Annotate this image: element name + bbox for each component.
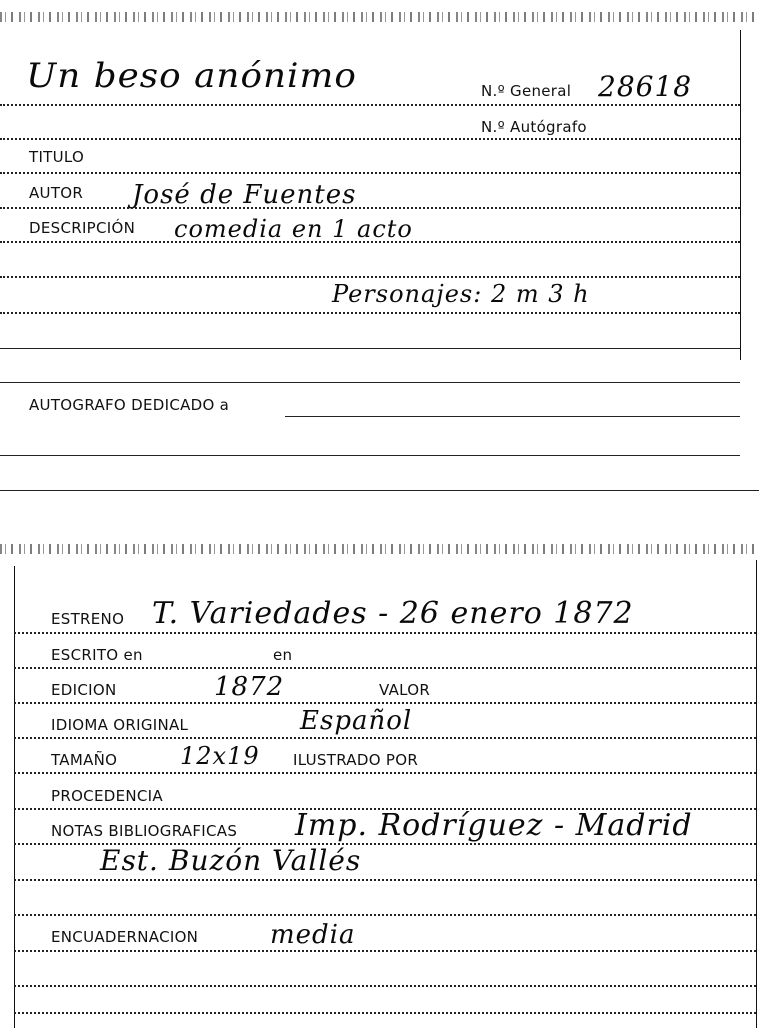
titulo-label: TITULO (29, 148, 85, 166)
encuadernacion-label: ENCUADERNACION (51, 928, 199, 946)
notas-label: NOTAS BIBLIOGRAFICAS (51, 822, 238, 840)
rule-line (14, 879, 756, 881)
dedicado-label: AUTOGRAFO DEDICADO a (29, 396, 230, 414)
general-number-value: 28618 (598, 70, 693, 103)
rule-line (0, 138, 740, 140)
rule-line (0, 455, 740, 456)
rule-line (14, 950, 756, 952)
rule-line (14, 772, 756, 774)
rule-line (14, 737, 756, 739)
torn-edge (0, 544, 759, 554)
general-number-label: N.º General (481, 82, 572, 100)
estreno-value: T. Variedades - 26 enero 1872 (152, 596, 634, 631)
rule-line (0, 241, 740, 243)
edicion-value: 1872 (214, 672, 285, 702)
card-border (740, 30, 741, 360)
estreno-label: ESTRENO (51, 610, 125, 628)
valor-label: VALOR (379, 681, 431, 699)
idioma-value: Español (300, 706, 413, 736)
catalog-card-top (0, 0, 759, 500)
personajes-value: Personajes: 2 m 3 h (332, 280, 590, 308)
rule-line (14, 702, 756, 704)
rule-line (14, 914, 756, 916)
rule-line (0, 276, 740, 278)
autor-value: José de Fuentes (132, 180, 357, 210)
autografo-number-label: N.º Autógrafo (481, 118, 587, 136)
descripcion-value: comedia en 1 acto (174, 215, 413, 243)
descripcion-label: DESCRIPCIÓN (29, 219, 136, 237)
rule-line (0, 104, 740, 106)
notas-value-line2: Est. Buzón Vallés (100, 844, 362, 877)
edicion-label: EDICION (51, 681, 117, 699)
idioma-label: IDIOMA ORIGINAL (51, 716, 189, 734)
torn-edge (0, 12, 759, 22)
card-bottom-edge (0, 490, 759, 491)
work-title-handwritten: Un beso anónimo (26, 56, 357, 96)
rule-line (285, 416, 740, 417)
rule-line (0, 348, 740, 349)
autor-label: AUTOR (29, 184, 84, 202)
card-border (14, 566, 15, 1028)
escrito-label: ESCRITO en (51, 646, 143, 664)
rule-line (0, 172, 740, 174)
rule-line (14, 667, 756, 669)
rule-line (14, 632, 756, 634)
rule-line (0, 382, 740, 383)
escrito-en-label: en (273, 646, 293, 664)
rule-line (14, 1012, 756, 1014)
rule-line (14, 843, 756, 845)
catalog-card-bottom (0, 538, 759, 1028)
rule-line (0, 312, 740, 314)
encuadernacion-value: media (270, 920, 356, 950)
procedencia-label: PROCEDENCIA (51, 787, 163, 805)
tamano-label: TAMAÑO (51, 751, 118, 769)
card-border (756, 560, 757, 1028)
ilustrado-label: ILUSTRADO POR (293, 751, 419, 769)
rule-line (0, 207, 740, 209)
rule-line (14, 985, 756, 987)
tamano-value: 12x19 (180, 742, 260, 770)
notas-value: Imp. Rodríguez - Madrid (295, 808, 693, 843)
